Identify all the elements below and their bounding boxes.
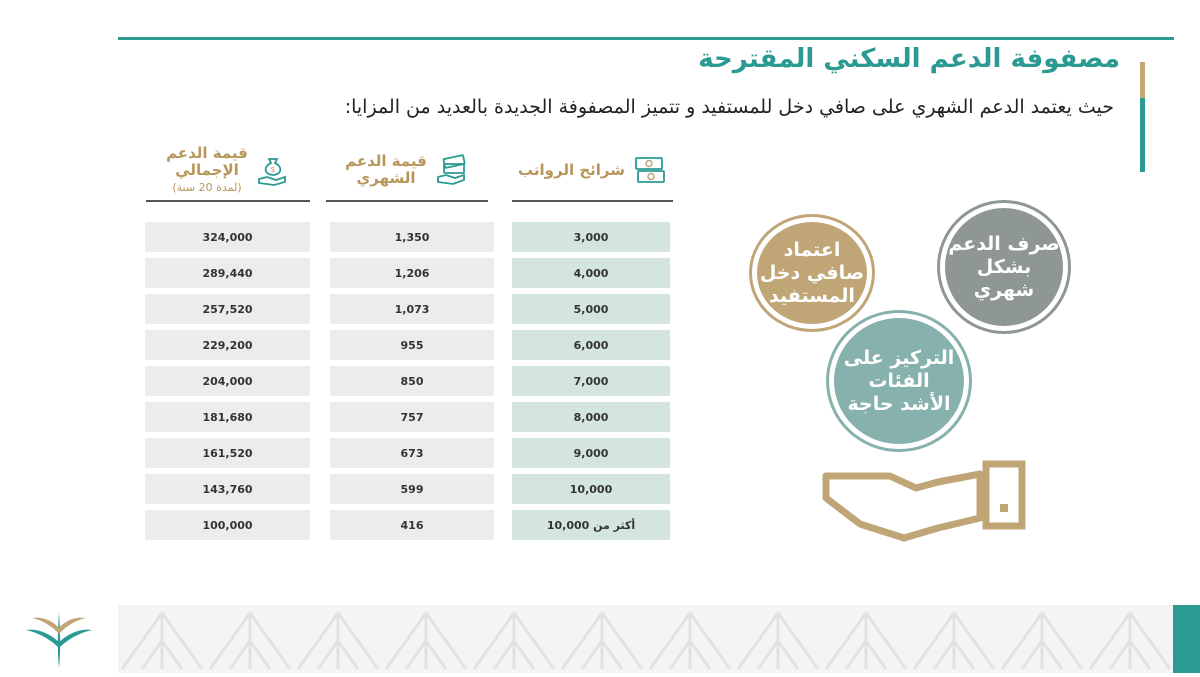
total-support-cell: 229,200 xyxy=(145,330,310,360)
total-support-cell: 100,000 xyxy=(145,510,310,540)
footer-pattern-band xyxy=(118,605,1173,673)
monthly-support-cell: 599 xyxy=(330,474,494,504)
monthly-support-cell: 757 xyxy=(330,402,494,432)
salary-header-label: شرائح الرواتب xyxy=(518,160,625,179)
open-hand-icon xyxy=(820,458,1030,546)
monthly-support-cell: 416 xyxy=(330,510,494,540)
monthly-column-header xyxy=(326,140,488,202)
footer-pattern xyxy=(118,605,1173,673)
svg-text:$: $ xyxy=(270,165,276,174)
hand-money-icon xyxy=(435,153,469,187)
feature-monthly-payment-circle: صرف الدعم بشكل شهري xyxy=(940,203,1068,331)
monthly-support-cell: 1,073 xyxy=(330,294,494,324)
total-support-cell: 257,520 xyxy=(145,294,310,324)
monthly-support-cell: 955 xyxy=(330,330,494,360)
footer-accent xyxy=(1173,605,1200,673)
top-divider xyxy=(118,37,1174,40)
banknotes-icon xyxy=(633,153,667,187)
salary-band-cell: 7,000 xyxy=(512,366,670,396)
monthly-support-column xyxy=(330,222,494,540)
total-support-cell: 161,520 xyxy=(145,438,310,468)
salary-band-cell: 10,000 xyxy=(512,474,670,504)
page-subtitle: حيث يعتمد الدعم الشهري على صافي دخل للمستفيد و تتميز المصفوفة الجديدة بالعديد من المزايا: xyxy=(344,96,1114,118)
monthly-support-cell: 673 xyxy=(330,438,494,468)
total-support-cell: 204,000 xyxy=(145,366,310,396)
feature-net-income-circle: اعتماد صافي دخل المستفيد xyxy=(752,217,872,329)
total-header-label: قيمة الدعم الإجمالي (لمدة 20 سنة) xyxy=(166,143,248,194)
money-bag-hand-icon xyxy=(256,153,290,187)
total-support-cell: 324,000 xyxy=(145,222,310,252)
total-support-cell: 181,680 xyxy=(145,402,310,432)
total-support-column xyxy=(145,222,310,540)
side-accent-bar-teal xyxy=(1140,98,1145,172)
salary-band-cell: 6,000 xyxy=(512,330,670,360)
salary-bands-column xyxy=(512,222,670,540)
salary-band-cell: أكثر من 10,000 xyxy=(512,510,670,540)
monthly-support-cell: 850 xyxy=(330,366,494,396)
total-support-cell: 143,760 xyxy=(145,474,310,504)
salary-column-header xyxy=(512,140,673,202)
salary-band-cell: 5,000 xyxy=(512,294,670,324)
salary-band-cell: 3,000 xyxy=(512,222,670,252)
monthly-support-cell: 1,206 xyxy=(330,258,494,288)
total-support-cell: 289,440 xyxy=(145,258,310,288)
monthly-header-label: قيمة الدعم الشهري xyxy=(345,152,427,187)
salary-band-cell: 9,000 xyxy=(512,438,670,468)
total-column-header xyxy=(146,140,310,202)
ministry-logo xyxy=(24,608,94,670)
page-title: مصفوفة الدعم السكني المقترحة xyxy=(698,44,1120,74)
salary-band-cell: 8,000 xyxy=(512,402,670,432)
feature-needy-focus-circle: التركيز على الفئات الأشد حاجة xyxy=(829,313,969,449)
salary-band-cell: 4,000 xyxy=(512,258,670,288)
monthly-support-cell: 1,350 xyxy=(330,222,494,252)
